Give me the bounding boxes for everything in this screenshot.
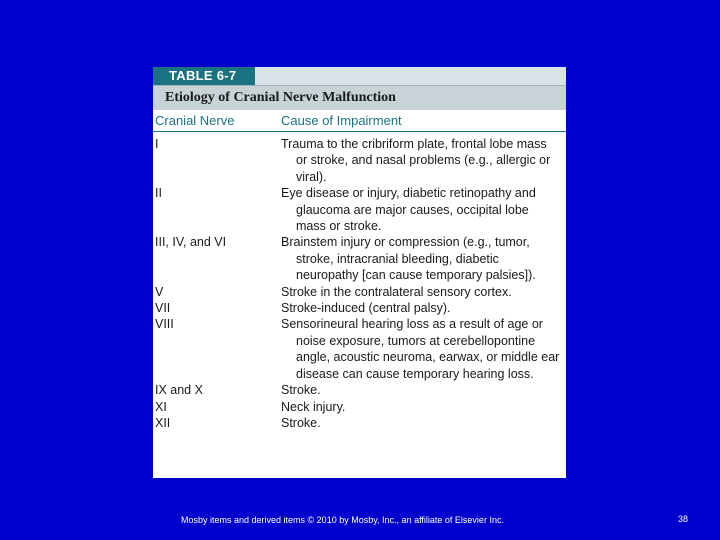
slide-number: 38 (678, 514, 689, 524)
cause-cell: Stroke. (281, 383, 321, 398)
table-label: TABLE 6-7 (153, 67, 255, 85)
cause-cell: Stroke. (281, 415, 321, 430)
cause-cell: Trauma to the cribriform plate, frontal lobe mass or stroke, and nasal problems (e.g., allergic or viral). (281, 137, 551, 184)
nerve-cell: VII (155, 301, 171, 316)
column-header-cause: Cause of Impairment (281, 113, 402, 128)
table-label-bar (153, 67, 566, 85)
table-image (153, 67, 566, 478)
table-row (153, 300, 566, 316)
table-row (153, 399, 566, 415)
table-row (153, 185, 566, 234)
nerve-cell: II (155, 186, 162, 201)
nerve-cell: VIII (155, 317, 174, 332)
cause-cell: Sensorineural hearing loss as a result of age or noise exposure, tumors at cerebellopontine angle, acoustic neuroma, earwax, or middle ear disease can cause temporary hearing loss. (281, 317, 560, 381)
table-row (153, 234, 566, 283)
nerve-cell: V (155, 284, 164, 299)
column-header-nerve: Cranial Nerve (155, 113, 235, 128)
nerve-cell: III, IV, and VI (155, 235, 227, 250)
table-row (153, 382, 566, 398)
column-header-row (153, 110, 566, 132)
nerve-cell: XII (155, 415, 171, 430)
cause-cell: Stroke in the contralateral sensory cortex. (281, 284, 512, 299)
table-row (153, 415, 566, 431)
cause-cell: Stroke-induced (central palsy). (281, 301, 451, 316)
nerve-cell: I (155, 137, 159, 151)
nerve-cell: XI (155, 399, 167, 414)
cause-cell: Eye disease or injury, diabetic retinopathy and glaucoma are major causes, occipital lobe mass or stroke. (281, 186, 536, 234)
table-body (153, 132, 566, 431)
cause-cell: Neck injury. (281, 399, 346, 414)
nerve-cell: IX and X (155, 383, 203, 398)
cause-cell: Brainstem injury or compression (e.g., tumor, stroke, intracranial bleeding, diabetic neuropathy [can cause temporary palsies]). (281, 235, 536, 283)
copyright-footer: Mosby items and derived items © 2010 by Mosby, Inc., an affiliate of Elsevier Inc. (181, 515, 504, 525)
table-row (153, 316, 566, 382)
table-row (153, 136, 566, 185)
table-title: Etiology of Cranial Nerve Malfunction (153, 85, 566, 110)
table-row (153, 284, 566, 300)
